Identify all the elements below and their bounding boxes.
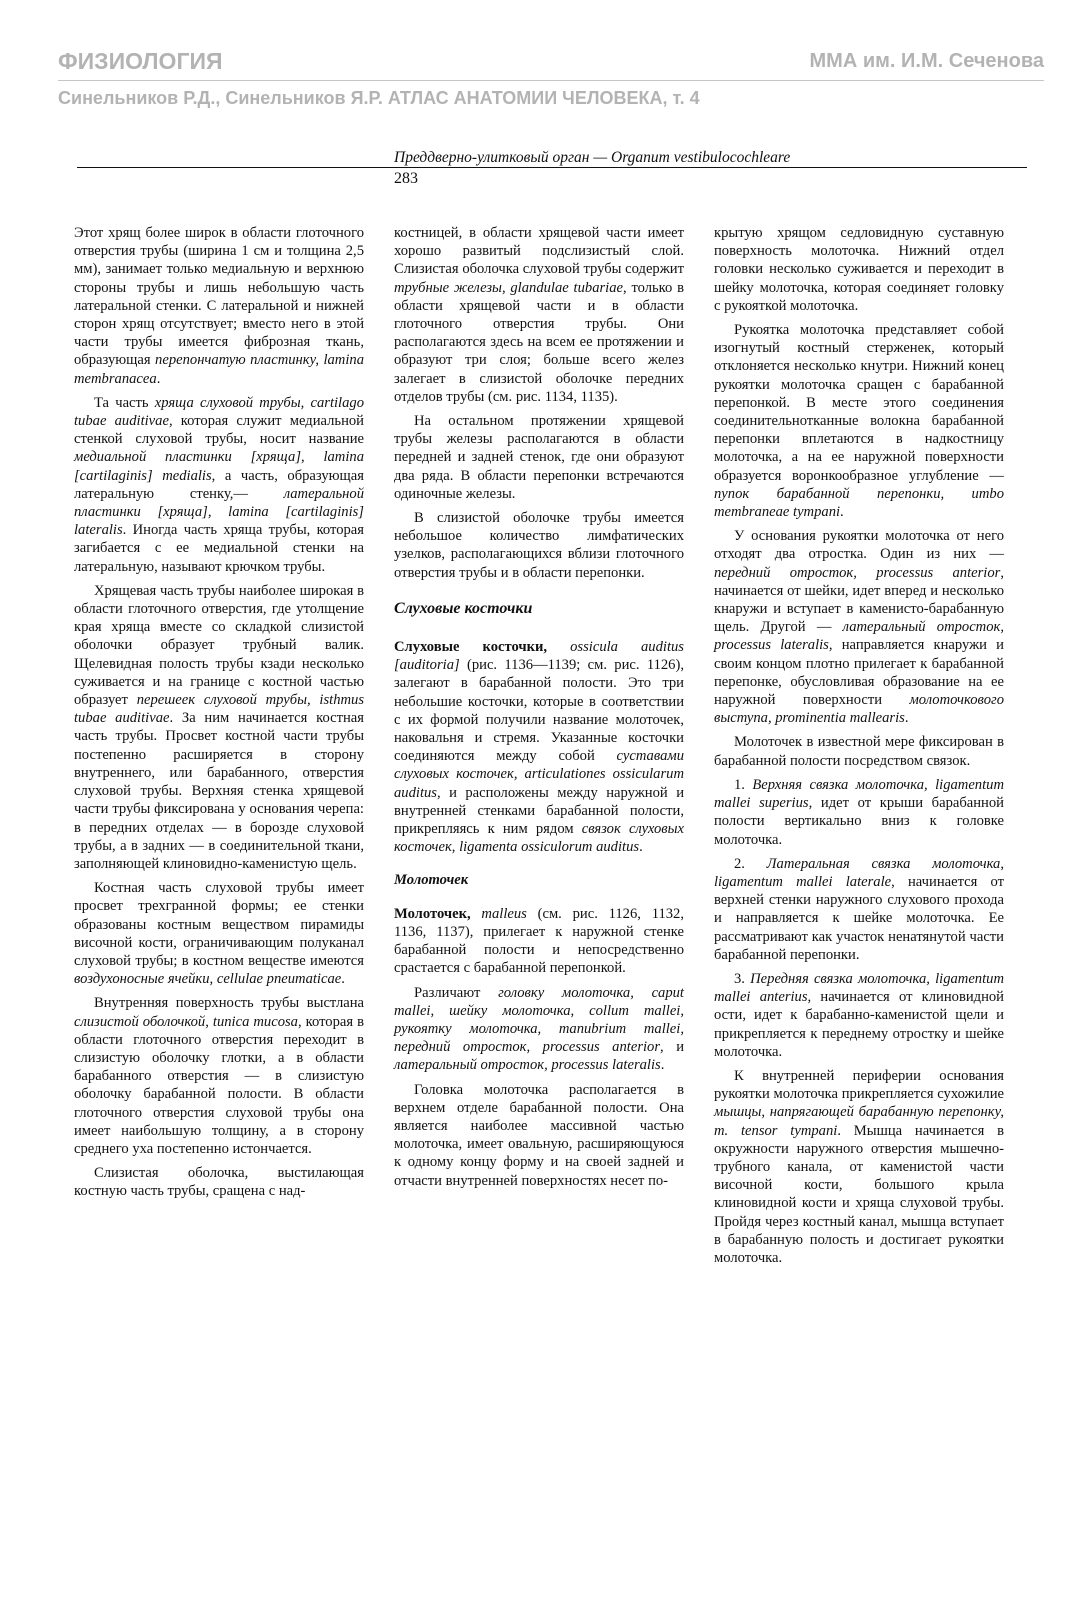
paragraph-text: К внутренней периферии основания рукоятки молоточка прикрепляется сухожилие (714, 1067, 1004, 1103)
italic-term: латеральной пластинки [хряща], lamina [cartilaginis] lateralis (74, 485, 364, 539)
paragraph-text: , идет от крыши барабанной полости вертикально вниз к головке молоточка. (714, 795, 1004, 848)
paragraph (394, 638, 684, 856)
paragraph-text: . Мышца начинается в окружности наружного отверстия мышечно-трубного канала, от каменистой части височной кости, большого крыла клиновидной кости и хряща слуховой трубы. Пройдя через костный канал, мышца вступает в барабанную полость и достигает рукоятки молоточка. (714, 1122, 1004, 1266)
paragraph (74, 1164, 364, 1200)
paragraph (714, 321, 1004, 521)
paragraph (714, 970, 1004, 1061)
paragraph-text: (рис. 1136—1139; см. рис. 1126), залегают в барабанной полости. Это три небольшие косточки, которые в соответствии с их формой получили название молоточек, наковальня и стремя. Указанные косточки соединяются между собой (394, 657, 684, 765)
section-title: Слуховые косточки (394, 599, 533, 617)
italic-term: латеральный отросток, processus lateralis (394, 1057, 661, 1074)
paragraph-text: Та часть (94, 394, 155, 411)
paragraph-text: . (156, 370, 161, 387)
paragraph-text: . Иногда часть хряща трубы, которая загибается с ее медиальной стенки на латеральную, называют крючком трубы. (74, 522, 364, 575)
paragraph-text: 1. (734, 776, 753, 793)
paragraph-text: . (639, 839, 643, 856)
italic-term: перепончатую пластинку, lamina membranacea (74, 352, 364, 387)
paragraph (394, 224, 684, 406)
paragraph (394, 412, 684, 503)
paragraph-text: , и расположены между наружной и внутренней стенками барабанной полости, прикрепляясь к ним рядом (394, 784, 684, 838)
bold-lead: Слуховые косточки, (394, 639, 571, 656)
paragraph-text: . За ним начинается костная часть трубы. Просвет костной части трубы постепенно расширяется в сторону внутреннего, или барабанного, отверстия слуховой трубы. Верхняя стенка хрящевой части трубы фиксирована у основания черепа: в передних отделах — в борозде слуховой трубы, а в задних — в соединительной ткани, заполняющей клиновидно-каменистую щель. (74, 710, 364, 872)
running-head: Преддверно-улитковый орган — Organum vestibulocochleare (394, 149, 791, 166)
paragraph (74, 994, 364, 1158)
paragraph (714, 1067, 1004, 1267)
paragraph (714, 733, 1004, 769)
paragraph-text: , которая служит медиальной стенкой слуховой трубы, носит название (74, 413, 364, 448)
paragraph-text: , начинается от шейки, идет вперед и несколько кнаружи и вступает в каменисто-барабанную щель. Другой — (714, 564, 1004, 636)
paragraph-text: 2. (734, 855, 767, 872)
paragraph (394, 1081, 684, 1190)
paragraph (714, 855, 1004, 964)
paragraph-text: Головка молоточка располагается в верхнем отделе барабанной полости. Она является наиболее массивной частью молоточка, имеет овальную, расширяющуюся к одному концу форму и на своей задней и отчасти внутренней поверхностях несет по- (394, 1081, 684, 1189)
watermark-left: ФИЗИОЛОГИЯ (58, 48, 223, 74)
italic-term: пупок барабанной перепонки, umbo membraneae tympani (714, 485, 1004, 521)
paragraph-text: , только в области хрящевой части и в области глоточного отверстия трубы. Они располагаются здесь на всем ее протяжении и образуют три слоя; больше всего желез залегает в слизистой оболочке передних отделов трубы (см. рис. 1134, 1135). (394, 279, 684, 405)
italic-term: трубные железы, glandulae tubariae (394, 279, 623, 296)
paragraph (714, 776, 1004, 849)
paragraph-text: Этот хрящ более широк в области глоточного отверстия трубы (ширина 1 см и толщина 2,5 мм), занимает только медиальную и верхнюю стороны трубы и лишь небольшую часть латеральной стенки. С латеральной и нижней сторон хрящ отсутствует; вместо него в этой части трубы имеется фиброзная ткань, образующая (74, 225, 364, 369)
paragraph (74, 394, 364, 576)
watermark-divider (58, 80, 1044, 81)
header-rule (77, 167, 1027, 168)
paragraph-text: У основания рукоятки молоточка от него отходят два отростка. Один из них — (714, 528, 1004, 563)
paragraph-text: . (904, 710, 909, 727)
italic-term: связок слуховых косточек, ligamenta ossiculorum auditus (394, 821, 684, 856)
paragraph-text: крытую хрящом седловидную суставную поверхность молоточка. Нижний отдел головки несколько суживается и переходит в шейку молоточка, которая соединяет головку с рукояткой молоточка. (714, 225, 1004, 314)
paragraph-text: . (341, 971, 345, 988)
subsection-title: Молоточек (394, 871, 469, 888)
italic-term: Латеральная связка молоточка, ligamentum mallei laterale (714, 855, 1005, 890)
italic-term: ossicula auditus [auditoria] (394, 639, 684, 674)
paragraph-text: костницей, в области хрящевой части имеет хорошо развитый подслизистый слой. Слизистая оболочка слуховой трубы содержит (394, 225, 684, 278)
italic-term: передний отросток, processus anterior (714, 564, 1001, 581)
page-number: 283 (394, 170, 418, 187)
paragraph-text: Слизистая оболочка, выстилающая костную часть трубы, сращена с над- (74, 1165, 364, 1200)
italic-term: латеральный отросток, processus lateralis (714, 619, 1004, 654)
italic-term: суставами слуховых косточек, articulationes ossicularum auditus (394, 748, 684, 801)
paragraph (394, 984, 684, 1075)
paragraph-text: , направляется кнаружи и своим концом плотно прилегает к барабанной перепонке, обусловливая образование на ее наружной поверхности (714, 637, 1004, 709)
italic-term: мышцы, напрягающей барабанную перепонку, m. tensor tympani (714, 1104, 1004, 1139)
italic-term: Передняя связка молоточка, ligamentum mallei anterius (714, 970, 1004, 1006)
paragraph-text: Костная часть слуховой трубы имеет просвет трехгранной формы; ее стенки образованы костным веществом пирамиды височной кости, ограничивающим полуканал слуховой трубы; в костном веществе имеются (74, 880, 364, 969)
paragraph (714, 224, 1004, 315)
text-column-left (74, 224, 364, 1207)
paragraph-text: Хрящевая часть трубы наиболее широкая в области глоточного отверстия, где утолщение края хряща вместе со складкой слизистой оболочки образует трубный валик. Щелевидная полость трубы кзади несколько суживается и на границе с костной частью образует (74, 582, 364, 709)
paragraph (74, 582, 364, 873)
italic-term: молоточкового выступа, prominentia mallearis (714, 692, 1004, 727)
paragraph-text: , а часть, образующая латеральную стенку,— (74, 467, 364, 502)
text-column-middle (394, 224, 684, 1196)
paragraph (74, 879, 364, 988)
watermark-right: ММА им. И.М. Сеченова (809, 50, 1044, 72)
bold-lead: Молоточек, (394, 905, 482, 922)
italic-term: медиальной пластинки [хряща], lamina [cartilaginis] medialis (74, 449, 364, 484)
paragraph-text: В слизистой оболочке трубы имеется небольшое количество лимфатических узелков, располагающихся вблизи глоточного отверстия трубы и в области перепонки. (394, 510, 684, 581)
watermark-subtitle: Синельников Р.Д., Синельников Я.Р. АТЛАС АНАТОМИИ ЧЕЛОВЕКА, т. 4 (58, 88, 700, 108)
paragraph (74, 224, 364, 388)
paragraph-text: , начинается от клиновидной ости, идет к барабанно-каменистой щели и прикрепляется к переднему отростку и шейке молоточка. (714, 989, 1004, 1060)
text-column-right (714, 224, 1004, 1273)
paragraph-text: (см. рис. 1126, 1132, 1136, 1137), прилегает к наружной стенке барабанной полости и непосредственно срастается с барабанной перепонкой. (394, 905, 684, 977)
italic-term: слизистой оболочкой, tunica mucosa (74, 1013, 298, 1030)
paragraph-text: Внутренняя поверхность трубы выстлана (94, 995, 364, 1012)
paragraph-text: , и (660, 1039, 685, 1056)
italic-term: Верхняя связка молоточка, ligamentum mallei superius (714, 776, 1004, 812)
italic-term: хряща слуховой трубы, cartilago tubae auditivae (74, 394, 364, 430)
paragraph-text: . (660, 1057, 665, 1074)
italic-term: перешеек слуховой трубы, isthmus tubae auditivae (74, 692, 365, 727)
italic-term: malleus (481, 905, 527, 922)
paragraph-text: Молоточек в известной мере фиксирован в барабанной полости посредством связок. (714, 734, 1004, 769)
paragraph (394, 905, 684, 978)
italic-term: головку молоточка, caput mallei, шейку молоточка, collum mallei, рукоятку молоточка, manubrium mallei, передний отросток, processus anterior (394, 984, 684, 1056)
paragraph-text: Различают (414, 984, 499, 1001)
paragraph (714, 527, 1004, 727)
paragraph-text: На остальном протяжении хрящевой трубы железы располагаются в области передней и задней стенок, где они образуют два ряда. В области перепонки встречаются одиночные железы. (394, 413, 684, 502)
paragraph-text: Рукоятка молоточка представляет собой изогнутый костный стерженек, который отклоняется несколько кнутри. Нижний конец рукоятки молоточка сращен с барабанной перепонкой. В месте этого соединения соединительнотканные волокна барабанной перепонки вплетаются в надкостницу молоточка, а на ее наружной поверхности образуется воронкообразное углубление — (714, 322, 1004, 484)
paragraph-text: . (840, 504, 844, 521)
paragraph (394, 509, 684, 582)
paragraph-text: , которая в области глоточного отверстия переходит в слизистую оболочку глотки, а в области барабанного отверстия — в слизистую оболочку барабанной полости. В области глоточного отверстия слуховой трубы она имеет наибольшую толщину, а в сторону среднего уха постепенно истончается. (74, 1013, 364, 1157)
paragraph-text: 3. (734, 970, 751, 987)
paragraph-text: , начинается от верхней стенки наружного слухового прохода и направляется к шейке молоточка. Ее рассматривают как участок ненатянутой части барабанной перепонки. (714, 873, 1004, 963)
italic-term: воздухоносные ячейки, cellulae pneumaticae (74, 971, 342, 988)
